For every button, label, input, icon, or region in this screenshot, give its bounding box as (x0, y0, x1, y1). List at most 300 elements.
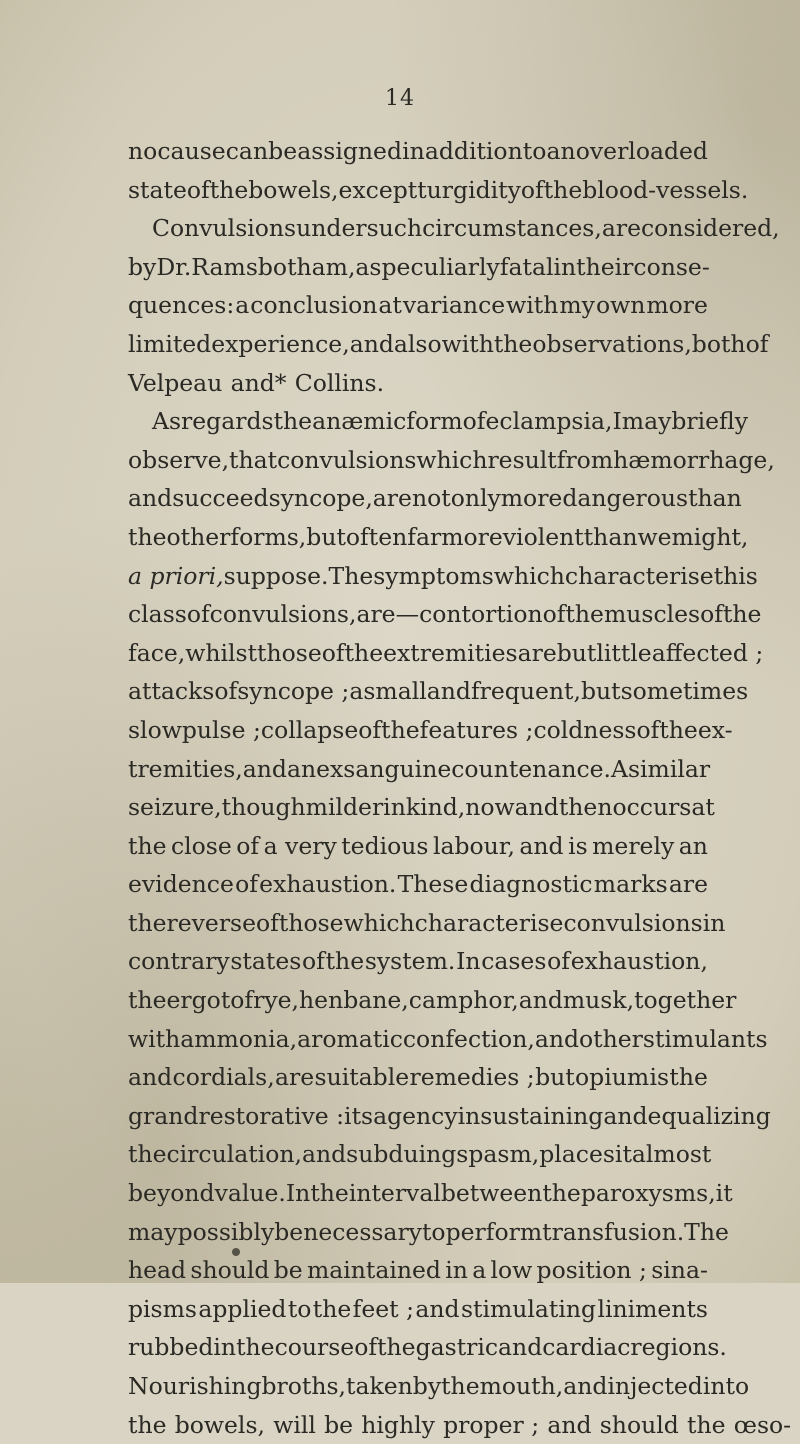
word: assigned (297, 137, 402, 165)
word: an (286, 754, 317, 783)
word: are (372, 484, 412, 513)
text-line (128, 1020, 768, 1059)
word: ergot (166, 986, 231, 1015)
word: then (558, 793, 613, 822)
word: except (338, 175, 418, 204)
word: in (457, 1101, 481, 1130)
word: limited (128, 329, 212, 358)
word: this (713, 561, 758, 590)
word: be (268, 137, 298, 165)
word: not (411, 484, 451, 513)
word: under (296, 214, 367, 243)
word: broths, (261, 1372, 347, 1400)
word: but (535, 1063, 575, 1092)
word: the (128, 1410, 167, 1439)
word: Nourishing (128, 1372, 262, 1400)
word: perform (445, 1217, 543, 1246)
text-line (128, 286, 708, 325)
text-line (128, 865, 708, 904)
text-line (128, 634, 764, 673)
word: and (242, 754, 287, 783)
word: form (406, 407, 463, 436)
text-line (128, 364, 708, 403)
text-line (128, 942, 708, 981)
word: œso- (733, 1410, 792, 1439)
word: to (522, 137, 547, 165)
word: Velpeau (128, 368, 223, 397)
word: also (393, 329, 442, 358)
word: dangerous (562, 484, 689, 513)
word: conse- (633, 252, 710, 281)
word: the (273, 407, 313, 436)
word: subduing (346, 1140, 457, 1169)
word: paroxysms, (580, 1179, 716, 1208)
word: evidence (128, 870, 234, 899)
word: the (128, 986, 167, 1015)
word: injected (607, 1372, 703, 1400)
word: the (565, 600, 604, 629)
text-line (128, 557, 758, 596)
word: by (412, 1372, 442, 1400)
word: of (230, 986, 254, 1015)
word: and (534, 1024, 580, 1053)
word: but (306, 522, 346, 551)
word: and (426, 677, 471, 706)
word: as (355, 252, 382, 281)
text-line (128, 209, 780, 248)
word: bowels, (174, 1410, 265, 1439)
word: milder (305, 793, 384, 822)
word: and* (230, 368, 287, 397)
word: can (225, 137, 269, 165)
word: may (621, 407, 672, 436)
word: in (553, 252, 577, 281)
word: and (547, 1410, 592, 1439)
word: which (416, 445, 488, 474)
word: the (381, 715, 420, 744)
word: the (128, 1140, 167, 1169)
word: The (328, 561, 374, 590)
word: characterise (564, 561, 714, 590)
word: and (498, 1333, 543, 1362)
word: attacks (128, 677, 215, 706)
word: exhaustion, (570, 947, 708, 976)
word: be (324, 1410, 354, 1439)
word: grand (128, 1101, 199, 1130)
word: equalizing (647, 1101, 771, 1130)
word: which (343, 908, 415, 937)
word: Collins. (294, 368, 385, 397)
text-line (128, 1213, 729, 1252)
word: henbane, (299, 986, 409, 1015)
word: pulse ; (181, 715, 261, 744)
word: and (514, 793, 559, 822)
word: which (493, 561, 565, 590)
word: Convulsions (152, 214, 297, 243)
word: be (274, 1217, 304, 1246)
word: a (472, 1256, 487, 1285)
word: from (556, 445, 614, 474)
word: and (301, 1140, 347, 1169)
word: between (440, 1179, 543, 1208)
word: and (128, 1063, 173, 1092)
word: though (221, 793, 306, 822)
word: only (450, 484, 501, 513)
word: the (312, 1294, 352, 1323)
word: whilst (185, 638, 258, 667)
text-line (128, 171, 749, 210)
word: are (275, 1063, 315, 1092)
word: circumstances, (422, 214, 602, 243)
word: anæmic (312, 407, 407, 436)
word: suppose. (223, 561, 329, 590)
word: maintained (306, 1256, 441, 1285)
word: proper ; (443, 1410, 540, 1439)
word: in (213, 1333, 237, 1362)
word: at (691, 793, 715, 822)
word: result (487, 445, 557, 474)
page-number: 14 (385, 86, 415, 111)
word: ammonia, (180, 1024, 298, 1053)
word: no (128, 137, 158, 165)
word: regards (181, 407, 274, 436)
word: the (236, 1333, 275, 1362)
word: suitable (314, 1063, 410, 1092)
word: of (186, 175, 210, 204)
word: we (637, 522, 672, 551)
word: is (568, 831, 588, 860)
text-line (128, 1367, 750, 1406)
word: liniments (597, 1294, 708, 1323)
word: Ramsbotham, (191, 252, 356, 281)
word: beyond (128, 1179, 215, 1208)
body-text (128, 132, 792, 1444)
word: diagnostic (469, 870, 593, 899)
word: As (152, 407, 182, 436)
word: be (273, 1256, 303, 1285)
word: that (229, 445, 278, 474)
word: the (128, 522, 167, 551)
word: more (500, 484, 563, 513)
word: head (128, 1256, 187, 1285)
word: of (636, 715, 660, 744)
word: the (128, 831, 167, 860)
word: should (599, 1410, 679, 1439)
word: my (559, 291, 595, 320)
word: the (687, 1410, 726, 1439)
word: cases (481, 947, 547, 976)
word: close (170, 831, 232, 860)
word: stimulating (460, 1294, 597, 1323)
word: necessary (303, 1217, 422, 1246)
word: into (702, 1372, 750, 1400)
word: its (344, 1101, 374, 1130)
word: experience, (211, 329, 350, 358)
word: peculiarly (381, 252, 500, 281)
word: a priori, (128, 561, 224, 590)
word: the (310, 1179, 349, 1208)
word: features ; (419, 715, 534, 744)
word: possibly (177, 1217, 275, 1246)
word: muscles (603, 600, 701, 629)
word: highly (361, 1410, 435, 1439)
word: turgidity (417, 175, 521, 204)
word: merely (592, 831, 675, 860)
word: feet ; (352, 1294, 414, 1323)
word: aromatic (297, 1024, 403, 1053)
word: contrary (128, 947, 230, 976)
word: exsanguine (316, 754, 452, 783)
word: In (456, 947, 481, 976)
word: seizure, (128, 793, 222, 822)
word: such (366, 214, 423, 243)
word: of (745, 329, 769, 358)
word: syncope ; (237, 677, 350, 706)
word: extremities (383, 638, 518, 667)
text-line (128, 248, 708, 287)
text-line (128, 1290, 708, 1329)
text-line (128, 672, 749, 711)
word: characterise (414, 908, 564, 937)
word: the (659, 715, 698, 744)
word: rubbed (128, 1333, 214, 1362)
text-line (128, 981, 737, 1020)
word: regions. (630, 1333, 727, 1362)
word: far (407, 522, 442, 551)
word: A (611, 754, 628, 783)
word: and (518, 986, 563, 1015)
word: sometimes (620, 677, 749, 706)
text-line (128, 441, 775, 480)
word: are—contortion (356, 600, 543, 629)
word: gastric (415, 1333, 499, 1362)
word: violent (502, 522, 584, 551)
word: tedious (341, 831, 429, 860)
text-line (128, 402, 749, 441)
word: small (363, 677, 427, 706)
word: coldness (533, 715, 637, 744)
word: and (128, 484, 173, 513)
word: of (462, 407, 486, 436)
word: considered, (641, 214, 780, 243)
ink-spot (232, 1248, 240, 1256)
word: an (546, 137, 576, 165)
word: remedies ; (409, 1063, 535, 1092)
word: addition (424, 137, 523, 165)
word: applied (198, 1294, 287, 1323)
word: observe, (128, 445, 230, 474)
word: now (465, 793, 515, 822)
word: face, (128, 638, 186, 667)
word: those (278, 908, 344, 937)
word: other (579, 1024, 643, 1053)
word: of (321, 638, 345, 667)
word: an (678, 831, 708, 860)
word: the (542, 1179, 581, 1208)
word: of (354, 1333, 378, 1362)
text-line (128, 827, 708, 866)
word: than (583, 522, 638, 551)
word: restorative : (198, 1101, 345, 1130)
word: of (236, 831, 260, 860)
word: states (230, 947, 302, 976)
text-line (128, 788, 715, 827)
word: quences: (128, 291, 235, 320)
word: succeed (172, 484, 269, 513)
word: of (302, 947, 325, 976)
word: in (445, 1256, 468, 1285)
word: more (441, 522, 503, 551)
word: sustaining (480, 1101, 604, 1130)
word: are (668, 870, 708, 899)
word: the (441, 1372, 480, 1400)
word: of (520, 175, 544, 204)
word: convulsions (563, 908, 703, 937)
text-line (128, 1097, 771, 1136)
word: and (519, 831, 564, 860)
text-line (128, 904, 726, 943)
word: similar (627, 754, 711, 783)
word: blood-vessels. (582, 175, 749, 204)
word: are (517, 638, 557, 667)
word: than (688, 484, 742, 513)
word: interval (348, 1179, 441, 1208)
word: the (722, 600, 762, 629)
word: symptoms (373, 561, 494, 590)
word: a (235, 291, 250, 320)
word: of (542, 600, 566, 629)
word: and (563, 1372, 608, 1400)
word: opium (575, 1063, 650, 1092)
text-line (128, 479, 742, 518)
text-line (128, 1251, 708, 1290)
word: hæmorrhage, (613, 445, 775, 474)
text-line (128, 518, 749, 557)
word: system. (364, 947, 456, 976)
word: those (257, 638, 322, 667)
word: it (715, 1179, 733, 1208)
word: the (344, 638, 384, 667)
word: the (128, 908, 167, 937)
word: spasm, (456, 1140, 540, 1169)
word: in (702, 908, 726, 937)
text-line (128, 1406, 792, 1444)
word: of (256, 908, 279, 937)
word: sina- (651, 1256, 708, 1285)
word: conclusion (250, 291, 378, 320)
word: the (325, 947, 365, 976)
word: with (506, 291, 559, 320)
word: the (377, 1333, 416, 1362)
word: tremities, (128, 754, 243, 783)
word: transfusion. (542, 1217, 685, 1246)
word: and (603, 1101, 648, 1130)
word: with (441, 329, 494, 358)
word: These (397, 870, 469, 899)
word: both (691, 329, 746, 358)
word: course (274, 1333, 355, 1362)
word: of (235, 870, 258, 899)
word: might, (671, 522, 749, 551)
word: taken (346, 1372, 413, 1400)
word: are (601, 214, 641, 243)
word: position ; (536, 1256, 647, 1285)
word: of (700, 600, 723, 629)
word: stimulants (642, 1024, 768, 1053)
word: the (543, 175, 583, 204)
word: state (128, 175, 187, 204)
text-line (128, 1135, 712, 1174)
word: to (287, 1294, 312, 1323)
word: occurs (612, 793, 692, 822)
word: In (285, 1179, 311, 1208)
word: in (402, 137, 425, 165)
word: but (580, 677, 621, 706)
word: with (128, 1024, 181, 1053)
word: exhaustion. (259, 870, 397, 899)
word: variance (402, 291, 506, 320)
word: I (612, 407, 622, 436)
word: will (273, 1410, 316, 1439)
word: circulation, (166, 1140, 302, 1169)
text-line (128, 325, 769, 364)
word: agency (373, 1101, 458, 1130)
word: bowels, (248, 175, 339, 204)
word: countenance. (451, 754, 611, 783)
word: the (669, 1063, 708, 1092)
word: rye, (253, 986, 300, 1015)
word: class (128, 600, 187, 629)
word: Dr. (156, 252, 192, 281)
word: forms, (230, 522, 307, 551)
word: pisms (128, 1294, 197, 1323)
word: convulsions (277, 445, 417, 474)
word: at (378, 291, 402, 320)
word: and (415, 1294, 460, 1323)
word: but (556, 638, 597, 667)
word: almost (631, 1140, 712, 1169)
word: the (209, 175, 249, 204)
word: a very (263, 831, 337, 860)
word: labour, (432, 831, 515, 860)
word: low (490, 1256, 533, 1285)
word: together (634, 986, 737, 1015)
word: kind, (405, 793, 466, 822)
word: a (349, 677, 364, 706)
word: fatal (499, 252, 554, 281)
text-line (128, 1328, 727, 1367)
word: marks (593, 870, 668, 899)
word: confection, (402, 1024, 535, 1053)
word: other (166, 522, 231, 551)
word: cardiac (542, 1333, 631, 1362)
word: and (349, 329, 394, 358)
word: convulsions, (209, 600, 357, 629)
word: their (576, 252, 634, 281)
word: cordials, (172, 1063, 275, 1092)
text-line (128, 1058, 708, 1097)
word: it (614, 1140, 632, 1169)
word: by (128, 252, 157, 281)
word: reverse (166, 908, 257, 937)
word: affected ; (651, 638, 764, 667)
word: The (684, 1217, 729, 1246)
word: of (358, 715, 382, 744)
word: little (596, 638, 652, 667)
word: mouth, (479, 1372, 564, 1400)
text-line (128, 750, 711, 789)
word: of (214, 677, 238, 706)
